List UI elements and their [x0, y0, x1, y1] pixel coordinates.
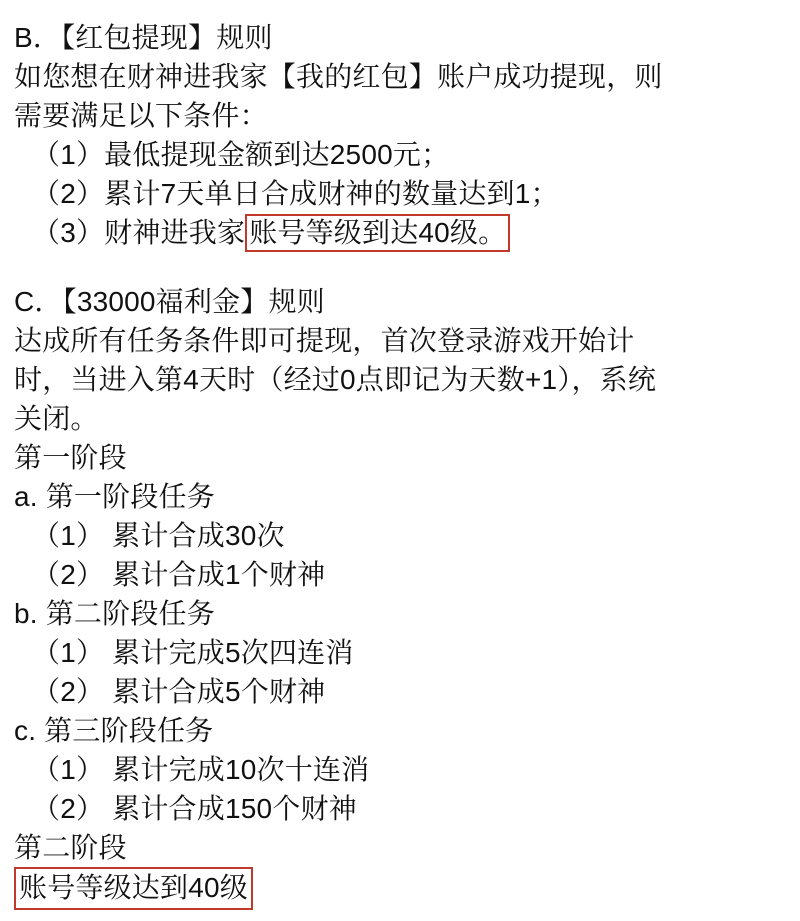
section-c-stage-2-requirement-wrap: [14, 867, 786, 910]
section-b-condition-3: [14, 213, 786, 252]
section-c-heading: C．【33000福利金】规则: [14, 286, 325, 317]
section-c-task-a-item-1: （1） 累计合成30次: [32, 520, 285, 551]
section-c-task-c: c. 第三阶段任务: [14, 715, 214, 746]
section-c-task-a: a. 第一阶段任务: [14, 481, 215, 512]
section-c-task-a-item-2: （2） 累计合成1个财神: [32, 559, 326, 590]
section-c-line-3: 关闭。: [14, 403, 99, 434]
section-b-condition-3-highlight: 账号等级到达40级。: [245, 214, 510, 252]
section-b-heading: B．【红包提现】规则: [14, 22, 273, 53]
section-c-stage-2-requirement: 账号等级达到40级: [14, 867, 253, 910]
section-c-stage-1-title: 第一阶段: [14, 442, 127, 473]
section-divider: [14, 252, 786, 282]
section-c-task-c-item-2: （2） 累计合成150个财神: [32, 793, 357, 824]
section-c-stage-2-title: 第二阶段: [14, 832, 127, 863]
section-c-task-b-item-1: （1） 累计完成5次四连消: [32, 637, 354, 668]
section-b-condition-2: （2）累计7天单日合成财神的数量达到1；: [32, 178, 559, 209]
section-c-task-b-item-2: （2） 累计合成5个财神: [32, 676, 326, 707]
section-b-condition-3-prefix: （3）财神进我家: [32, 217, 246, 248]
section-c-task-b: b. 第二阶段任务: [14, 598, 215, 629]
section-b-line-1: 如您想在财神进我家【我的红包】账户成功提现，则: [14, 61, 663, 92]
section-b-line-2: 需要满足以下条件：: [14, 100, 268, 131]
section-c-line-1: 达成所有任务条件即可提现，首次登录游戏开始计: [14, 325, 635, 356]
section-b-condition-1: （1）最低提现金额到达2500元；: [32, 139, 450, 170]
section-c-task-c-item-1: （1） 累计完成10次十连消: [32, 754, 370, 785]
section-c-line-2: 时，当进入第4天时（经过0点即记为天数+1），系统: [14, 364, 657, 395]
